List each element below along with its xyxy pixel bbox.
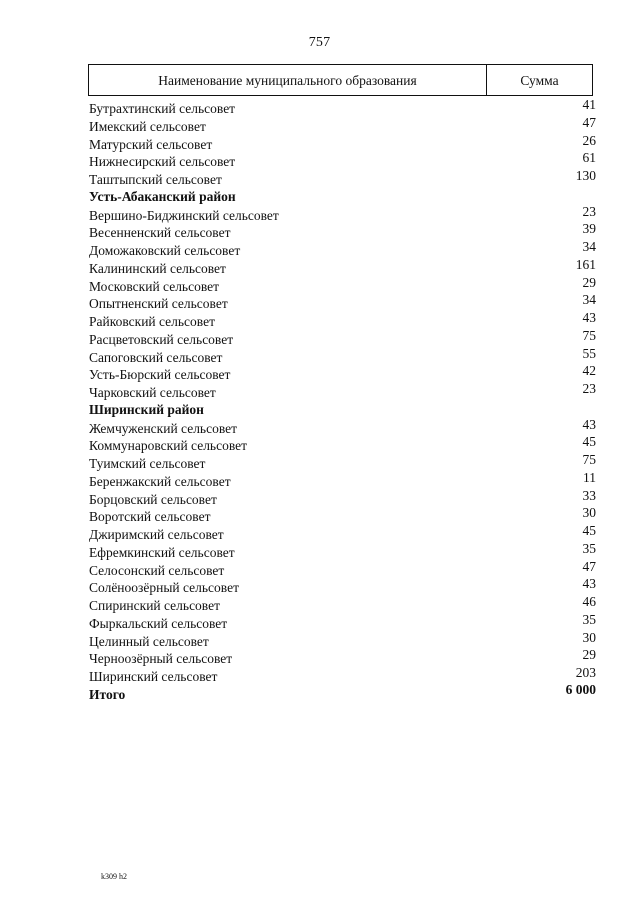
municipality-name: Борцовский сельсовет — [89, 491, 217, 507]
municipality-name: Спиринский сельсовет — [89, 598, 220, 613]
municipality-name: Бутрахтинский сельсовет — [89, 101, 236, 116]
municipality-name: Усть-Бюрский сельсовет — [89, 367, 231, 383]
amount-value: 43 — [582, 310, 596, 325]
table-row — [89, 506, 596, 524]
table-row — [89, 613, 596, 631]
amount-value: 47 — [582, 114, 596, 130]
district-header-row — [89, 400, 596, 418]
municipality-name: Сапоговский сельсовет — [89, 349, 223, 365]
municipality-name: Опытненский сельсовет — [89, 296, 228, 312]
amount-value: 42 — [582, 363, 596, 379]
table-row — [89, 471, 596, 489]
column-header-name: Наименование муниципального образования — [89, 65, 487, 95]
amount-value: 55 — [582, 345, 596, 361]
amount-value: 203 — [575, 665, 596, 680]
table-row — [89, 151, 596, 169]
table-row — [89, 116, 596, 134]
amount-value: 26 — [582, 132, 596, 148]
amount-value: 11 — [583, 469, 596, 485]
table-row — [89, 347, 596, 365]
table-row — [89, 311, 596, 329]
document-code: k309 h2 — [101, 872, 127, 881]
amount-value: 43 — [582, 416, 596, 432]
amount-value: 41 — [582, 97, 596, 112]
amount-value: 130 — [575, 168, 596, 183]
municipality-name: Солёноозёрный сельсовет — [89, 580, 239, 596]
district-name: Ширинский район — [89, 401, 204, 417]
municipality-name: Нижнесирский сельсовет — [89, 154, 236, 170]
municipality-name: Московский сельсовет — [89, 278, 220, 294]
table-row — [89, 364, 596, 382]
table-row — [89, 577, 596, 595]
municipality-name: Таштыпский сельсовет — [89, 172, 222, 187]
table-row — [89, 276, 596, 294]
table-row — [89, 240, 596, 258]
amount-value: 45 — [582, 523, 596, 538]
table-row — [89, 258, 596, 276]
table-row — [89, 489, 596, 507]
table-row — [89, 453, 596, 471]
district-header-row — [89, 187, 596, 205]
table-row — [89, 595, 596, 613]
amount-value: 29 — [582, 647, 596, 663]
table-row — [89, 560, 596, 578]
amount-value: 30 — [582, 629, 596, 645]
amount-value: 30 — [582, 505, 596, 521]
amount-value: 33 — [582, 487, 596, 503]
municipality-name: Целинный сельсовет — [89, 633, 209, 649]
municipality-name: Ефремкинский сельсовет — [89, 544, 235, 560]
amount-value: 35 — [582, 611, 596, 627]
total-label: Итого — [89, 686, 126, 702]
column-header-sum: Сумма — [520, 73, 559, 88]
page-number: 757 — [308, 35, 331, 50]
municipality-name: Имекский сельсовет — [89, 118, 206, 134]
table-row — [89, 631, 596, 649]
table-row — [89, 648, 596, 666]
table-row — [89, 524, 596, 542]
table-row — [89, 98, 596, 116]
municipality-name: Коммунаровский сельсовет — [89, 438, 248, 454]
municipality-name: Расцветовский сельсовет — [89, 331, 234, 347]
municipality-name: Джиримский сельсовет — [89, 527, 224, 542]
table-row — [89, 382, 596, 400]
amount-value: 23 — [582, 203, 596, 219]
municipality-name: Матурский сельсовет — [89, 136, 213, 152]
amount-value: 61 — [582, 150, 596, 166]
municipality-name: Беренжакский сельсовет — [89, 473, 231, 489]
municipality-name: Чарковский сельсовет — [89, 385, 216, 400]
municipality-name: Жемчуженский сельсовет — [89, 420, 238, 436]
amount-value: 75 — [582, 452, 596, 467]
amount-value: 47 — [582, 558, 596, 574]
table-row — [89, 205, 596, 223]
municipality-name: Доможаковский сельсовет — [89, 243, 241, 258]
amount-value: 161 — [575, 256, 596, 272]
municipality-name: Туимский сельсовет — [89, 456, 206, 471]
municipality-name: Селосонский сельсовет — [89, 562, 225, 578]
amount-value: 23 — [582, 381, 596, 396]
amount-value: 29 — [582, 274, 596, 290]
table-row — [89, 666, 596, 684]
table-row — [89, 169, 596, 187]
amount-value: 43 — [582, 576, 596, 592]
municipality-name: Воротский сельсовет — [89, 509, 211, 525]
amount-value: 45 — [582, 434, 596, 450]
amount-value: 35 — [582, 540, 596, 556]
municipality-name: Райковский сельсовет — [89, 314, 215, 329]
municipality-name: Калининский сельсовет — [89, 260, 226, 276]
municipality-name: Черноозёрный сельсовет — [89, 651, 233, 667]
table-row — [89, 293, 596, 311]
municipality-name: Вершино-Биджинский сельсовет — [89, 207, 279, 223]
table-header — [88, 64, 593, 96]
amount-value: 46 — [582, 594, 596, 609]
total-value: 6 000 — [565, 681, 596, 697]
table-body — [89, 98, 596, 702]
amount-value: 39 — [582, 221, 596, 237]
amount-value: 34 — [582, 292, 596, 308]
municipality-name: Ширинский сельсовет — [89, 669, 218, 684]
amount-value: 34 — [582, 239, 596, 254]
amount-value: 75 — [582, 327, 596, 343]
table-row — [89, 542, 596, 560]
table-row — [89, 222, 596, 240]
municipality-name: Весенненский сельсовет — [89, 225, 231, 241]
table-row — [89, 134, 596, 152]
district-name: Усть-Абаканский район — [89, 188, 236, 204]
table-row — [89, 435, 596, 453]
total-row — [89, 681, 596, 702]
table-row — [89, 418, 596, 436]
municipality-name: Фыркальский сельсовет — [89, 615, 228, 631]
table-row — [89, 329, 596, 347]
